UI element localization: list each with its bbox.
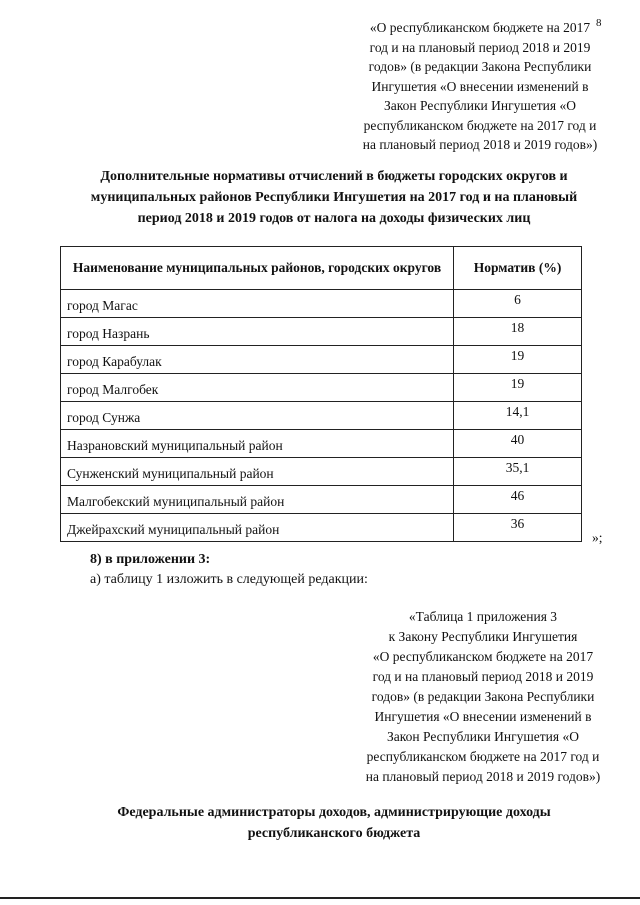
bottom-title xyxy=(58,802,610,844)
title-line: Дополнительные нормативы отчислений в бюджеты городских округов и xyxy=(100,169,568,184)
bottom-reference xyxy=(336,607,630,787)
header-norm-percent: Норматив (%) xyxy=(454,247,582,290)
row-name: город Назрань xyxy=(61,318,454,346)
title-line: Федеральные администраторы доходов, администрирующие доходы xyxy=(117,805,551,820)
row-name: город Магас xyxy=(61,290,454,318)
page-bottom-edge xyxy=(0,897,640,899)
reference-line: Закон Республики Ингушетия «О xyxy=(387,729,579,744)
top-reference xyxy=(330,18,630,155)
row-value: 46 xyxy=(454,486,582,514)
row-value: 19 xyxy=(454,374,582,402)
row-name: Сунженский муниципальный район xyxy=(61,458,454,486)
reference-line: годов» (в редакции Закона Республики xyxy=(368,59,592,74)
page-number: 8 xyxy=(596,17,602,29)
row-name: город Карабулак xyxy=(61,346,454,374)
reference-line: Ингушетия «О внесении изменений в xyxy=(374,709,592,724)
row-name: город Малгобек xyxy=(61,374,454,402)
reference-line: республиканском бюджете на 2017 год и xyxy=(363,117,597,133)
header-district-name: Наименование муниципальных районов, городских округов xyxy=(61,247,454,290)
table-row xyxy=(61,374,582,402)
reference-line: на плановый период 2018 и 2019 годов») xyxy=(362,137,598,152)
reference-line: на плановый период 2018 и 2019 годов») xyxy=(365,769,601,784)
table-closing-mark: »; xyxy=(592,530,603,545)
norms-table xyxy=(60,246,582,542)
row-name: Джейрахский муниципальный район xyxy=(61,514,454,542)
title-line: муниципальных районов Республики Ингушетия на 2017 год и на плановый xyxy=(90,190,578,205)
row-value: 18 xyxy=(454,318,582,346)
row-value: 19 xyxy=(454,346,582,374)
reference-line: Ингушетия «О внесении изменений в xyxy=(371,78,589,94)
item-8-heading: 8) в приложении 3: xyxy=(90,552,211,567)
row-value: 36 xyxy=(454,514,582,542)
row-value: 6 xyxy=(454,290,582,318)
row-value: 40 xyxy=(454,430,582,458)
table-row xyxy=(61,514,582,542)
reference-line: республиканском бюджете на 2017 год и xyxy=(366,749,600,764)
row-value: 35,1 xyxy=(454,458,582,486)
reference-line: «Таблица 1 приложения 3 xyxy=(408,609,558,624)
table-header-row xyxy=(61,247,582,290)
reference-line: к Закону Республики Ингушетия xyxy=(388,629,578,644)
table-row xyxy=(61,430,582,458)
title-line: республиканского бюджета xyxy=(247,826,421,841)
row-name: Назрановский муниципальный район xyxy=(61,430,454,458)
table-row xyxy=(61,486,582,514)
table-row xyxy=(61,318,582,346)
row-value: 14,1 xyxy=(454,402,582,430)
table-row xyxy=(61,402,582,430)
row-name: Малгобекский муниципальный район xyxy=(61,486,454,514)
table-row xyxy=(61,346,582,374)
reference-line: «О республиканском бюджете на 2017 xyxy=(372,649,594,664)
title-line: период 2018 и 2019 годов от налога на доходы физических лиц xyxy=(137,211,531,226)
reference-line: годов» (в редакции Закона Республики xyxy=(371,689,595,704)
table-title xyxy=(58,166,610,229)
table-row xyxy=(61,290,582,318)
reference-line: Закон Республики Ингушетия «О xyxy=(384,98,576,113)
item-a-text: а) таблицу 1 изложить в следующей редакции: xyxy=(90,572,368,587)
reference-line: год и на плановый период 2018 и 2019 xyxy=(372,669,594,684)
reference-line: «О республиканском бюджете на 2017 xyxy=(369,20,591,35)
row-name: город Сунжа xyxy=(61,402,454,430)
reference-line: год и на плановый период 2018 и 2019 xyxy=(369,39,591,55)
table-row xyxy=(61,458,582,486)
